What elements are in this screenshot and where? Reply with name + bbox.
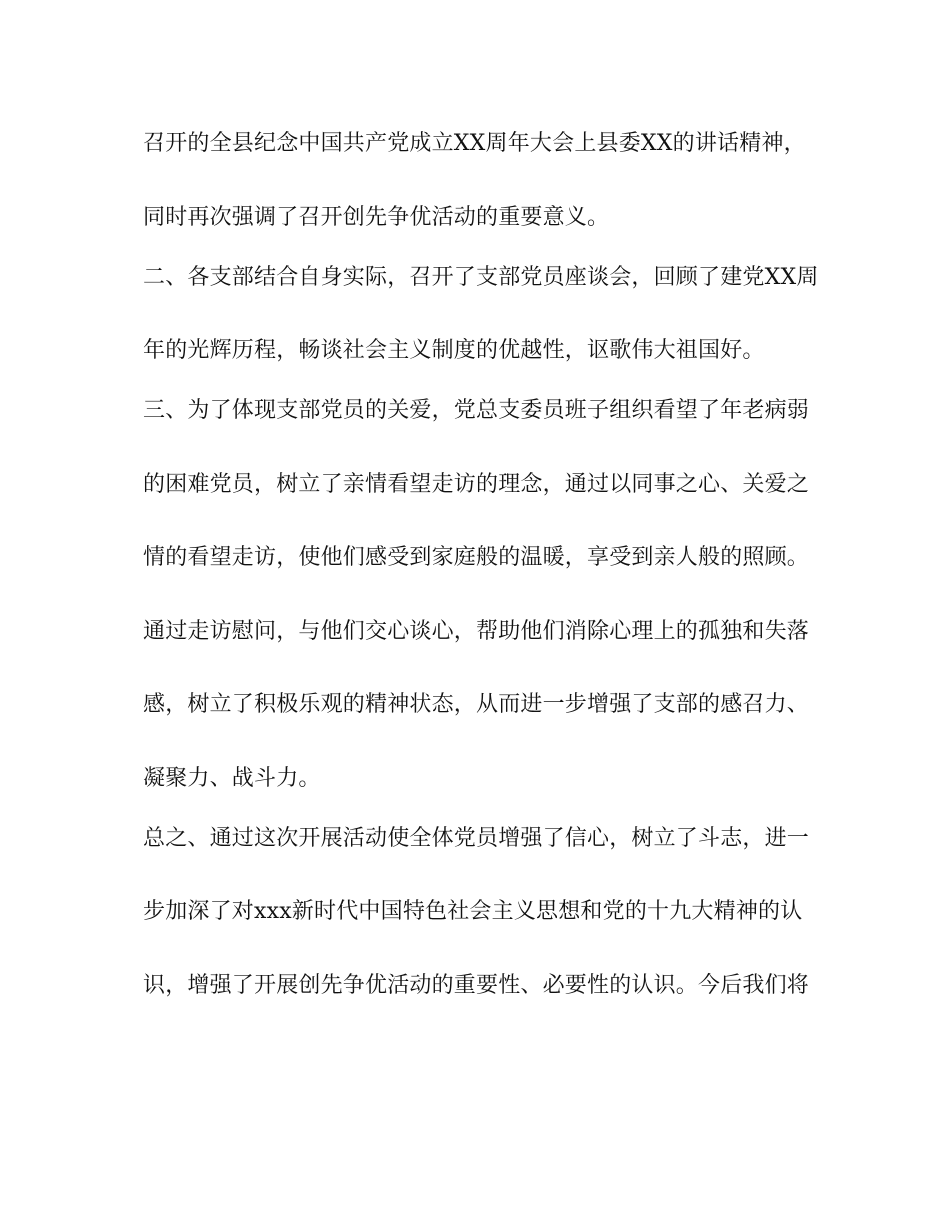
text-line-12: 步加深了对xxx新时代中国特色社会主义思想和党的十九大精神的认 [143,899,803,924]
text-line-8: 通过走访慰问，与他们交心谈心，帮助他们消除心理上的孤独和失落 [143,619,810,644]
text-line-3: 二、各支部结合自身实际，召开了支部党员座谈会，回顾了建党XX周 [143,265,819,290]
text-line-7: 情的看望走访，使他们感受到家庭般的温暖，享受到亲人般的照顾。 [143,545,810,570]
text-line-2: 同时再次强调了召开创先争优活动的重要意义。 [143,205,610,230]
text-line-6: 的困难党员，树立了亲情看望走访的理念，通过以同事之心、关爱之 [143,472,810,497]
text-line-5: 三、为了体现支部党员的关爱，党总支委员班子组织看望了年老病弱 [143,398,810,423]
text-line-10: 凝聚力、战斗力。 [143,766,321,791]
text-line-11: 总之、通过这次开展活动使全体党员增强了信心，树立了斗志，进一 [143,826,810,851]
text-line-4: 年的光辉历程，畅谈社会主义制度的优越性，讴歌伟大祖国好。 [143,338,765,363]
text-line-13: 识，增强了开展创先争优活动的重要性、必要性的认识。今后我们将 [143,973,810,998]
text-line-1: 召开的全县纪念中国共产党成立XX周年大会上县委XX的讲话精神， [143,131,806,156]
text-line-9: 感，树立了积极乐观的精神状态，从而进一步增强了支部的感召力、 [143,692,810,717]
